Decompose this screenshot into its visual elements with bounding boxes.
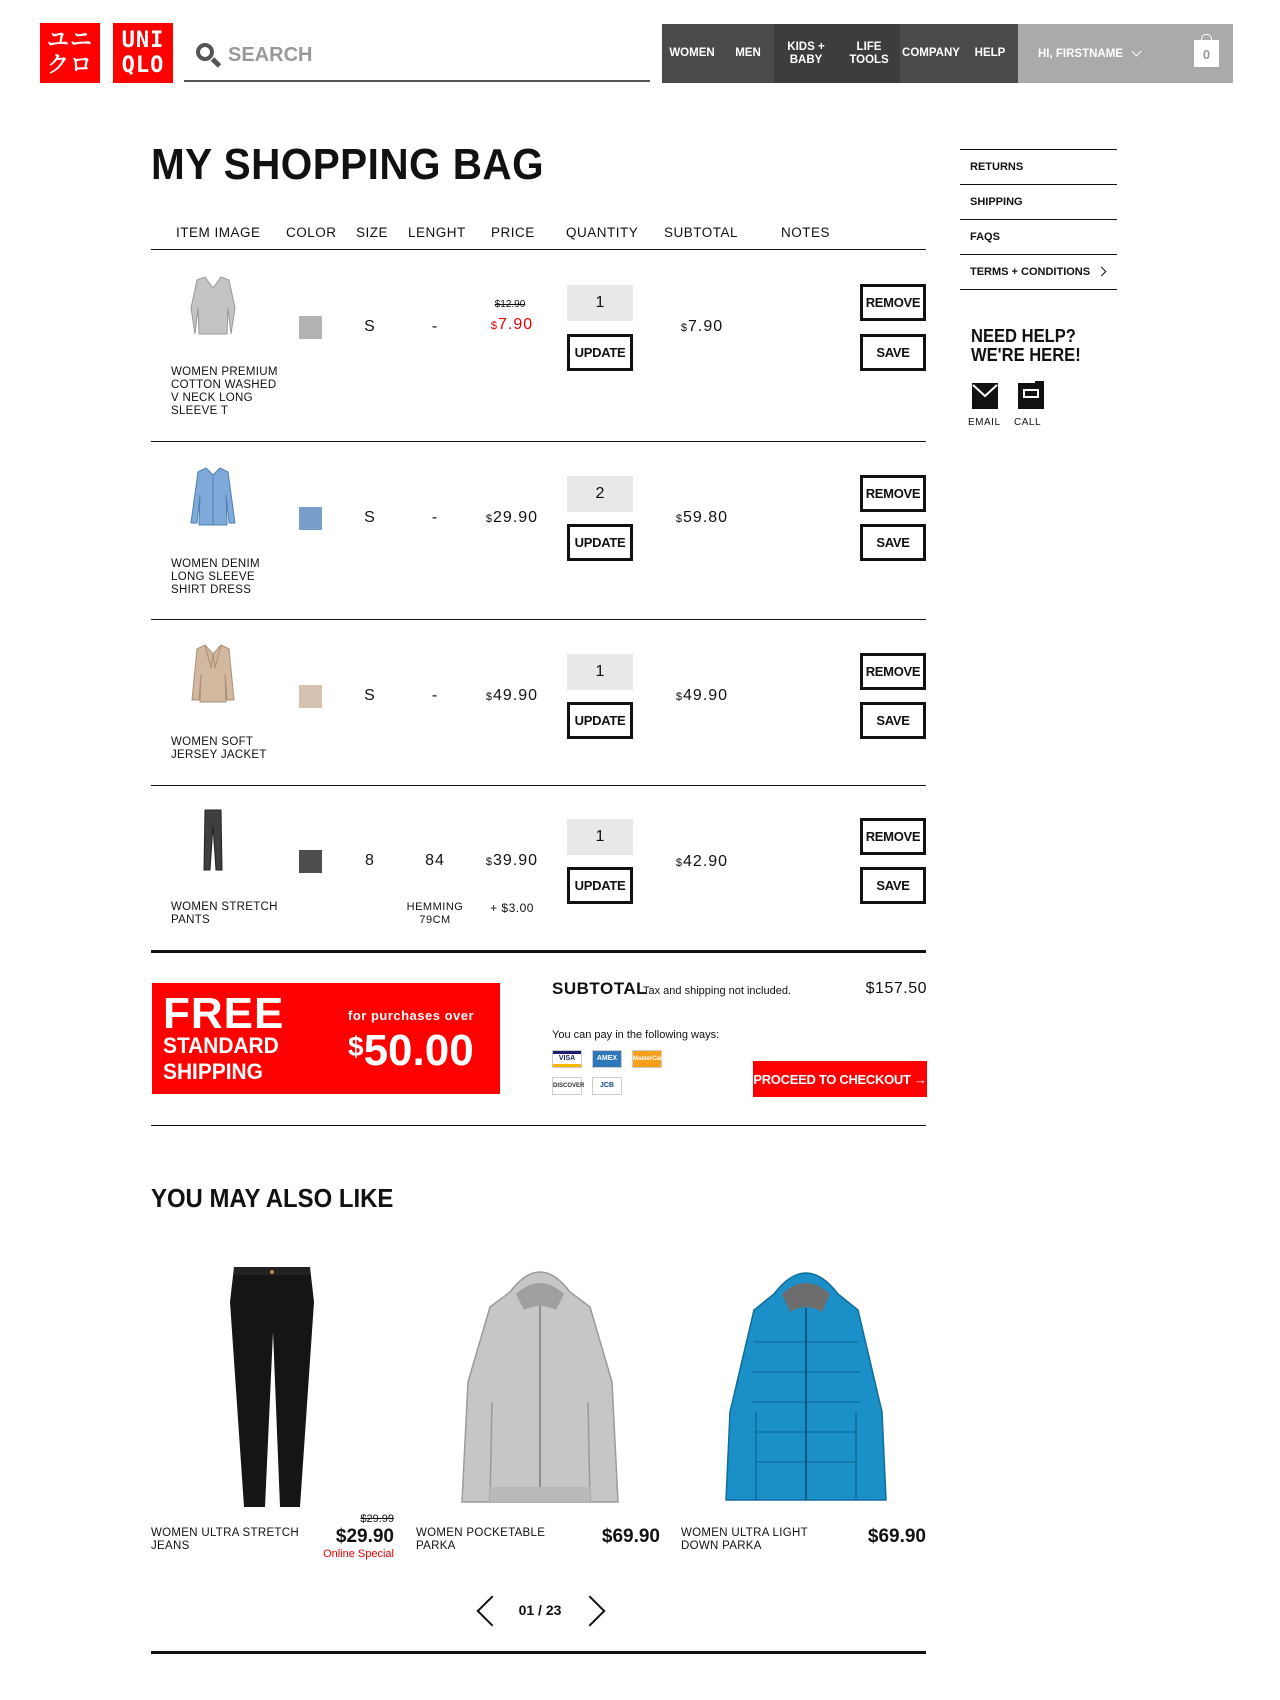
row-divider	[151, 785, 926, 786]
currency-symbol: $	[675, 691, 684, 703]
tax-note: Tax and shipping not included.	[643, 985, 791, 997]
save-button[interactable]: SAVE	[860, 702, 926, 739]
call-label[interactable]: CALL	[1014, 417, 1042, 428]
currency-symbol: $	[675, 857, 684, 869]
free-shipping-banner[interactable]	[152, 983, 500, 1094]
currency-symbol: $	[485, 513, 494, 525]
bag-count: 0	[1202, 47, 1211, 62]
promo-standard: STANDARD	[163, 1033, 279, 1058]
item-subtotal-value: 42.90	[683, 853, 729, 870]
remove-button[interactable]: REMOVE	[860, 475, 926, 512]
discover-card-icon: DISCOVER	[552, 1077, 582, 1095]
item-name[interactable]: WOMEN PREMIUM COTTON WASHED V NECK LONG SLEEVE T	[171, 366, 278, 417]
item-name[interactable]: WOMEN SOFT JERSEY JACKET	[171, 736, 267, 761]
row-divider	[151, 441, 926, 442]
link-terms-label: TERMS + CONDITIONS	[970, 266, 1091, 278]
item-length: 84	[425, 852, 445, 869]
item-price-value: 39.90	[493, 852, 539, 869]
item-size: 8	[365, 852, 375, 869]
item-price	[472, 687, 552, 705]
recommendations-pager	[475, 1592, 605, 1628]
currency-symbol: $	[680, 322, 688, 334]
nav-men[interactable]: MEN	[735, 47, 761, 59]
col-color: COLOR	[286, 225, 337, 240]
nav-women[interactable]: WOMEN	[669, 47, 715, 59]
link-shipping[interactable]: SHIPPING	[960, 185, 1117, 220]
rec-name[interactable]: WOMEN ULTRA LIGHT DOWN PARKA	[681, 1527, 808, 1552]
mastercard-icon: MasterCard	[632, 1050, 662, 1068]
help-line-2: WE'RE HERE!	[971, 345, 1081, 365]
item-size: S	[364, 687, 376, 704]
row-divider	[151, 619, 926, 620]
hemming-note: HEMMING 79CM	[406, 901, 464, 926]
item-image-stretch-pants[interactable]	[183, 808, 243, 872]
item-name[interactable]: WOMEN STRETCH PANTS	[171, 901, 278, 926]
nav-life-label: LIFE TOOLS	[849, 40, 889, 66]
header-divider	[151, 249, 926, 250]
link-returns[interactable]: RETURNS	[960, 150, 1117, 185]
account-name: HI, FIRSTNAME	[1038, 47, 1123, 60]
item-size: S	[364, 509, 376, 526]
col-subtotal: SUBTOTAL	[664, 225, 739, 240]
item-subtotal	[657, 509, 747, 527]
currency-symbol: $	[485, 691, 494, 703]
chevron-left-icon[interactable]	[475, 1592, 495, 1628]
rec-price: $69.90	[867, 1526, 926, 1547]
item-original-price: $12.90	[494, 299, 526, 310]
item-length: -	[431, 509, 439, 526]
rec-image-down-parka[interactable]	[706, 1262, 906, 1512]
payment-methods-note: You can pay in the following ways:	[552, 1029, 720, 1041]
footer-divider	[151, 1651, 926, 1654]
quantity-field[interactable]: 1	[567, 819, 633, 855]
visa-card-icon: VISA	[552, 1050, 582, 1068]
proceed-to-checkout-button[interactable]: PROCEED TO CHECKOUT →	[753, 1061, 927, 1097]
item-price	[472, 316, 552, 334]
nav-kids-baby[interactable]	[774, 24, 838, 83]
phone-icon[interactable]	[1018, 381, 1044, 409]
logo-katakana-bottom: クロ	[46, 53, 93, 78]
quantity-field[interactable]: 1	[567, 285, 633, 321]
logo-latin-top: UNI	[121, 28, 165, 53]
page-title: MY SHOPPING BAG	[151, 140, 545, 189]
color-swatch	[299, 685, 322, 708]
email-icon[interactable]	[972, 381, 998, 409]
promo-free: FREE	[163, 989, 285, 1038]
item-subtotal	[657, 853, 747, 871]
link-faqs[interactable]: FAQS	[960, 220, 1117, 255]
item-length: -	[431, 318, 439, 335]
item-price-value: 29.90	[493, 509, 539, 526]
help-links	[960, 149, 1117, 290]
promo-shipping: SHIPPING	[163, 1059, 263, 1084]
search-input[interactable]	[228, 44, 628, 67]
subtotal-label: SUBTOTAL	[552, 979, 647, 998]
logo-latin-bottom: QLO	[121, 53, 165, 78]
item-price	[472, 509, 552, 527]
item-subtotal-value: 59.80	[683, 509, 729, 526]
color-swatch	[299, 316, 322, 339]
remove-button[interactable]: REMOVE	[860, 818, 926, 855]
uniqlo-logo-latin[interactable]	[113, 23, 173, 83]
quantity-field[interactable]: 2	[567, 476, 633, 512]
save-button[interactable]: SAVE	[860, 334, 926, 371]
main-nav	[662, 24, 1018, 83]
item-subtotal	[657, 318, 747, 336]
item-name[interactable]: WOMEN DENIM LONG SLEEVE SHIRT DRESS	[171, 558, 260, 596]
col-quantity: QUANTITY	[566, 225, 639, 240]
subtotal-value: $157.50	[865, 980, 927, 997]
update-button[interactable]: UPDATE	[567, 334, 633, 371]
item-size: S	[364, 318, 376, 335]
item-price-value: 7.90	[497, 316, 534, 333]
link-terms-conditions[interactable]	[960, 255, 1117, 290]
promo-for-purchases: for purchases over	[348, 1008, 475, 1023]
remove-button[interactable]: REMOVE	[860, 284, 926, 321]
pager-count: 01 / 23	[518, 1602, 562, 1618]
account-menu[interactable]	[1018, 24, 1233, 83]
update-button[interactable]: UPDATE	[567, 524, 633, 561]
promo-threshold	[348, 1026, 474, 1076]
save-button[interactable]: SAVE	[860, 867, 926, 904]
chevron-down-icon	[1132, 47, 1142, 57]
update-button[interactable]: UPDATE	[567, 867, 633, 904]
email-label[interactable]: EMAIL	[968, 417, 1001, 428]
uniqlo-logo-katakana[interactable]	[40, 23, 100, 83]
item-subtotal-value: 7.90	[687, 318, 724, 335]
item-subtotal	[657, 687, 747, 705]
color-swatch	[299, 850, 322, 873]
logo-katakana-top: ユニ	[46, 28, 93, 53]
promo-standard-shipping	[163, 1033, 279, 1085]
promo-amount-value: 50.00	[363, 1026, 474, 1075]
remove-button[interactable]: REMOVE	[860, 653, 926, 690]
item-subtotal-value: 49.90	[683, 687, 729, 704]
rec-name[interactable]: WOMEN ULTRA STRETCH JEANS	[151, 1527, 299, 1552]
item-image-denim-dress[interactable]	[183, 465, 243, 529]
online-special-badge: Online Special	[323, 1548, 394, 1560]
item-price	[472, 852, 552, 870]
rec-name[interactable]: WOMEN POCKETABLE PARKA	[416, 1527, 546, 1552]
hemming-extra-cost: + $3.00	[490, 901, 534, 915]
item-image-vneck-tee[interactable]	[183, 274, 243, 338]
item-price-value: 49.90	[493, 687, 539, 704]
recommendations-title: YOU MAY ALSO LIKE	[151, 1183, 394, 1213]
item-image-jersey-jacket[interactable]	[183, 642, 243, 706]
quantity-field[interactable]: 1	[567, 654, 633, 690]
chevron-right-icon	[1097, 267, 1107, 277]
jcb-card-icon: JCB	[592, 1077, 622, 1095]
need-help-heading	[971, 327, 1081, 365]
currency-symbol: $	[348, 1031, 364, 1062]
amex-card-icon: AMEX	[592, 1050, 622, 1068]
nav-kids-label: KIDS + BABY	[787, 40, 825, 66]
rec-price: $29.90	[335, 1526, 394, 1547]
color-swatch	[299, 507, 322, 530]
col-size: SIZE	[356, 225, 389, 240]
nav-help[interactable]: HELP	[974, 47, 1006, 59]
rec-original-price: $29.99	[360, 1513, 394, 1525]
summary-divider	[151, 1125, 926, 1126]
nav-company[interactable]: COMPANY	[902, 47, 960, 59]
save-button[interactable]: SAVE	[860, 524, 926, 561]
rec-price: $69.90	[601, 1526, 660, 1547]
nav-life-tools[interactable]	[838, 24, 900, 83]
currency-symbol: $	[490, 320, 498, 332]
item-length: -	[431, 687, 439, 704]
currency-symbol: $	[485, 856, 494, 868]
col-length: LENGHT	[408, 225, 466, 240]
items-end-divider	[151, 950, 926, 953]
search-icon[interactable]	[194, 41, 222, 69]
rec-image-jeans[interactable]	[172, 1262, 372, 1512]
shopping-bag-icon[interactable]	[1194, 40, 1219, 67]
currency-symbol: $	[675, 513, 684, 525]
search-bar	[184, 30, 650, 82]
col-price: PRICE	[491, 225, 535, 240]
col-notes: NOTES	[781, 225, 831, 240]
help-line-1: NEED HELP?	[971, 326, 1076, 346]
rec-image-pocketable-parka[interactable]	[440, 1262, 640, 1512]
update-button[interactable]: UPDATE	[567, 702, 633, 739]
chevron-right-icon[interactable]	[585, 1592, 605, 1628]
col-item-image: ITEM IMAGE	[176, 225, 261, 240]
